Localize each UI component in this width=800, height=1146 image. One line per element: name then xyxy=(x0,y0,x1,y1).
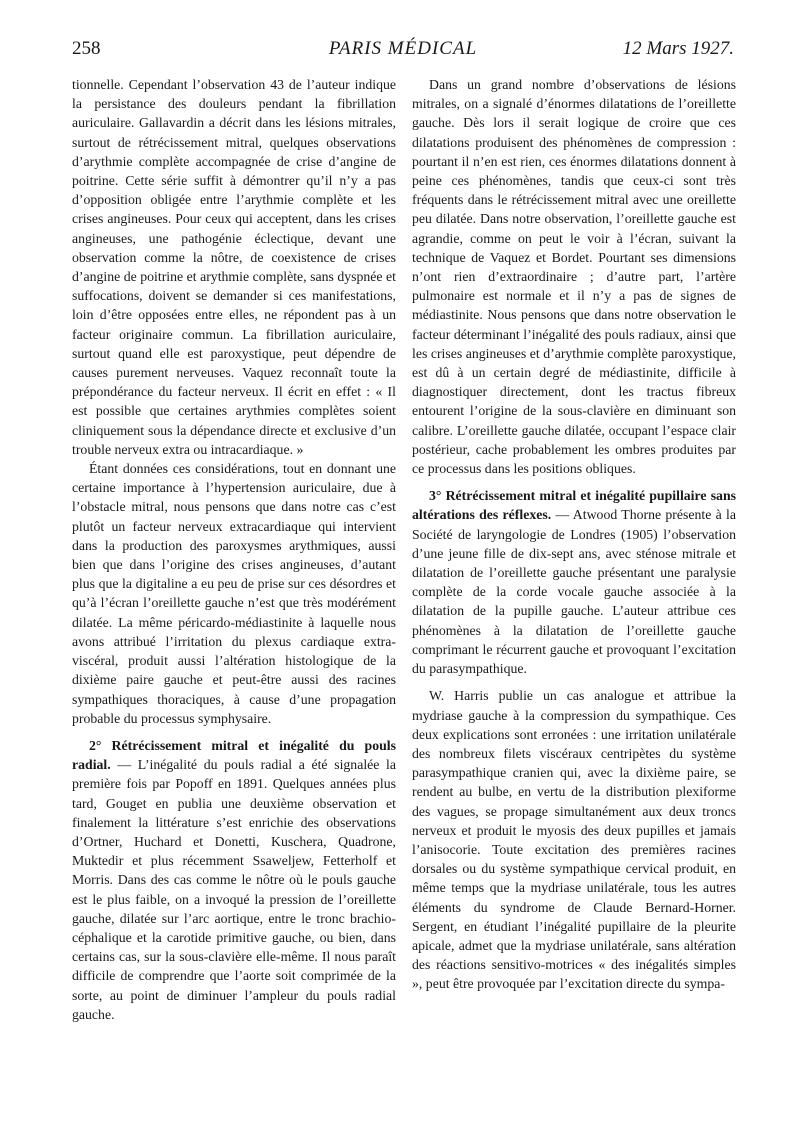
paragraph-continued: tionnelle. Cependant l’observation 43 de l’auteur indique la persistance des douleurs pendant la fibrillation auriculaire. Gallavardin a décrit dans les lésions mitrales, surtout de rétrécissement mitral, quelques observations d’arythmie complète accompagnée de crise d’angine de poitrine. Cette série suffit à démontrer qu’il n’y a pas d’opposition obligée entre l’arythmie complète et les crises angineuses. Pour ceux qui acceptent, dans les crises angineuses, une pathogénie éclectique, devant une observation comme la nôtre, de coexistence de crises d’angine de poitrine et arythmie complète, sans dyspnée et suffocations, doivent se demander si ces manifestations, loin d’être opposées entre elles, ne répondent pas à un facteur originaire commun. La fibrillation auriculaire, surtout quand elle est paroxystique, peut dépendre de causes purement nerveuses. Vaquez reconnaît toute la prépondérance du facteur nerveux. Il écrit en effet : « Il est possible que certaines arythmies complètes soient cliniquement sous la dépendance directe et exclusive d’un trouble nerveux extra ou intracardiaque. » xyxy=(72,77,396,457)
journal-title: PARIS MÉDICAL xyxy=(328,38,478,59)
paragraph: Étant données ces considérations, tout en donnant une certaine importance à l’hypertension auriculaire, due à l’obstacle mitral, nous pensons que dans notre cas c’est plutôt un facteur nerveux extracardiaque qui intervient dans la production des paroxysmes arythmiques, aussi bien que dans l’origine des crises angineuses, d’autant plus que la digitaline a eu peu de prise sur ces désordres et qu’à l’écran l’oreillette gauche n’est que très modérément dilatée. La même péricardo-médiastinite à laquelle nous avons attribué l’irritation du plexus cardiaque extra-viscéral, produit aussi l’altération histologique de la dixième paire gauche et peut-être aussi des racines sympathiques thoraciques, à cause d’une propagation probable du processus symphysaire. xyxy=(72,461,396,726)
issue-date: 12 Mars 1927. xyxy=(622,38,734,59)
section-text: — L’inégalité du pouls radial a été signalée la première fois par Popoff en 1891. Quelques années plus tard, Gouget en publia une deuxième observation et finalement la littérature s’est enrichie des observations d’Ortner, Huchard et Donetti, Kuschera, Quadrone, Muktedir et plus récemment Ssaweljew, Fetterholf et Morris. Dans des cas comme le nôtre où le pouls gauche est le plus faible, on a invoqué la pression de l’oreillette gauche, dilatée sur l’arc aortique, entre le tronc brachio-céphalique et la carotide primitive gauche, ou bien, dans certains cas, sur la sous-clavière elle-même. Il nous paraît difficile de comprendre que l’aorte soit comprimée de la sorte, au point de diminuer l’ampleur du pouls radial gauche. xyxy=(72,757,396,1022)
running-header xyxy=(72,38,734,68)
right-column xyxy=(412,75,736,994)
section-heading: 2° Rétrécissement mitral et inégalité du pouls radial. xyxy=(72,737,396,773)
section-text: — Atwood Thorne présente à la Société de laryngologie de Londres (1905) l’observation d’une jeune fille de dix-sept ans, avec sténose mitrale et dilatation de l’oreillette gauche présentant une paralysie complète de la corde vocale gauche associée à la dilatation de la pupille gauche. L’auteur attribue ces phénomènes à la dilatation de l’oreillette gauche comprimant le récurrent gauche et provoquant l’excitation du parasympathique. xyxy=(412,507,736,677)
section-heading: 3° Rétrécissement mitral et inégalité pupillaire sans altérations des réflexes. xyxy=(412,488,736,523)
page-number: 258 xyxy=(72,38,101,59)
section-2 xyxy=(72,736,396,1024)
section-3 xyxy=(412,486,736,678)
paragraph: Dans un grand nombre d’observations de lésions mitrales, on a signalé d’énormes dilatations de l’oreillette gauche. Dès lors il serait logique de croire que ces dilatations produisent des phénomènes de compression : pourtant il n’en est rien, ces énormes dilatations donnent à peine ces phénomènes, tandis que ceux-ci sont très fréquents dans le rétrécissement mitral avec une oreillette peu dilatée. Dans notre observation, l’oreillette gauche est agrandie, comme on peut le voir à l’écran, suivant la technique de Vaquez et Bordet. Pourtant ses dimensions n’ont rien d’extraordinaire ; d’autre part, l’artère pulmonaire est normale et il n’y a pas de signes de médiastinite. Nous pensons que dans notre observation le facteur déterminant l’inégalité des pouls radiaux, ainsi que les crises angineuses et d’arythmie complète paroxystique, est dû à un certain degré de médiastinite, difficile à diagnostiquer directement, dont les tractus fibreux entourent l’origine de la sous-clavière en diminuant son calibre. L’oreillette gauche dilatée, occupant l’espace clair postérieur, cache probablement les ombres produites par ce processus dans les positions obliques. xyxy=(412,77,736,477)
paragraph: W. Harris publie un cas analogue et attribue la mydriase gauche à la compression du sympathique. Ces deux explications sont erronées : une irritation unilatérale des nombreux filets viscéraux centripètes du système parasympathique cranien qui, avec la dixième paire, se rendent au bulbe, en vertu de la distribution plexiforme des vagues, se propage simultanément aux deux troncs nerveux et produit le myosis des deux pupilles et jamais l’anisocorie. Toute excitation des premières racines dorsales ou du système sympathique cervical produit, en même temps que la mydriase unilatérale, tous les autres éléments du syndrome de Claude Bernard-Horner. Sergent, en étudiant l’inégalité pupillaire de la pleurite apicale, admet que la mydriase unilatérale, sans altération des réactions sensitivo-motrices « des inégalités simples », peut être provoquée par l’excitation directe du sympa- xyxy=(412,688,736,992)
left-column xyxy=(72,75,396,1024)
